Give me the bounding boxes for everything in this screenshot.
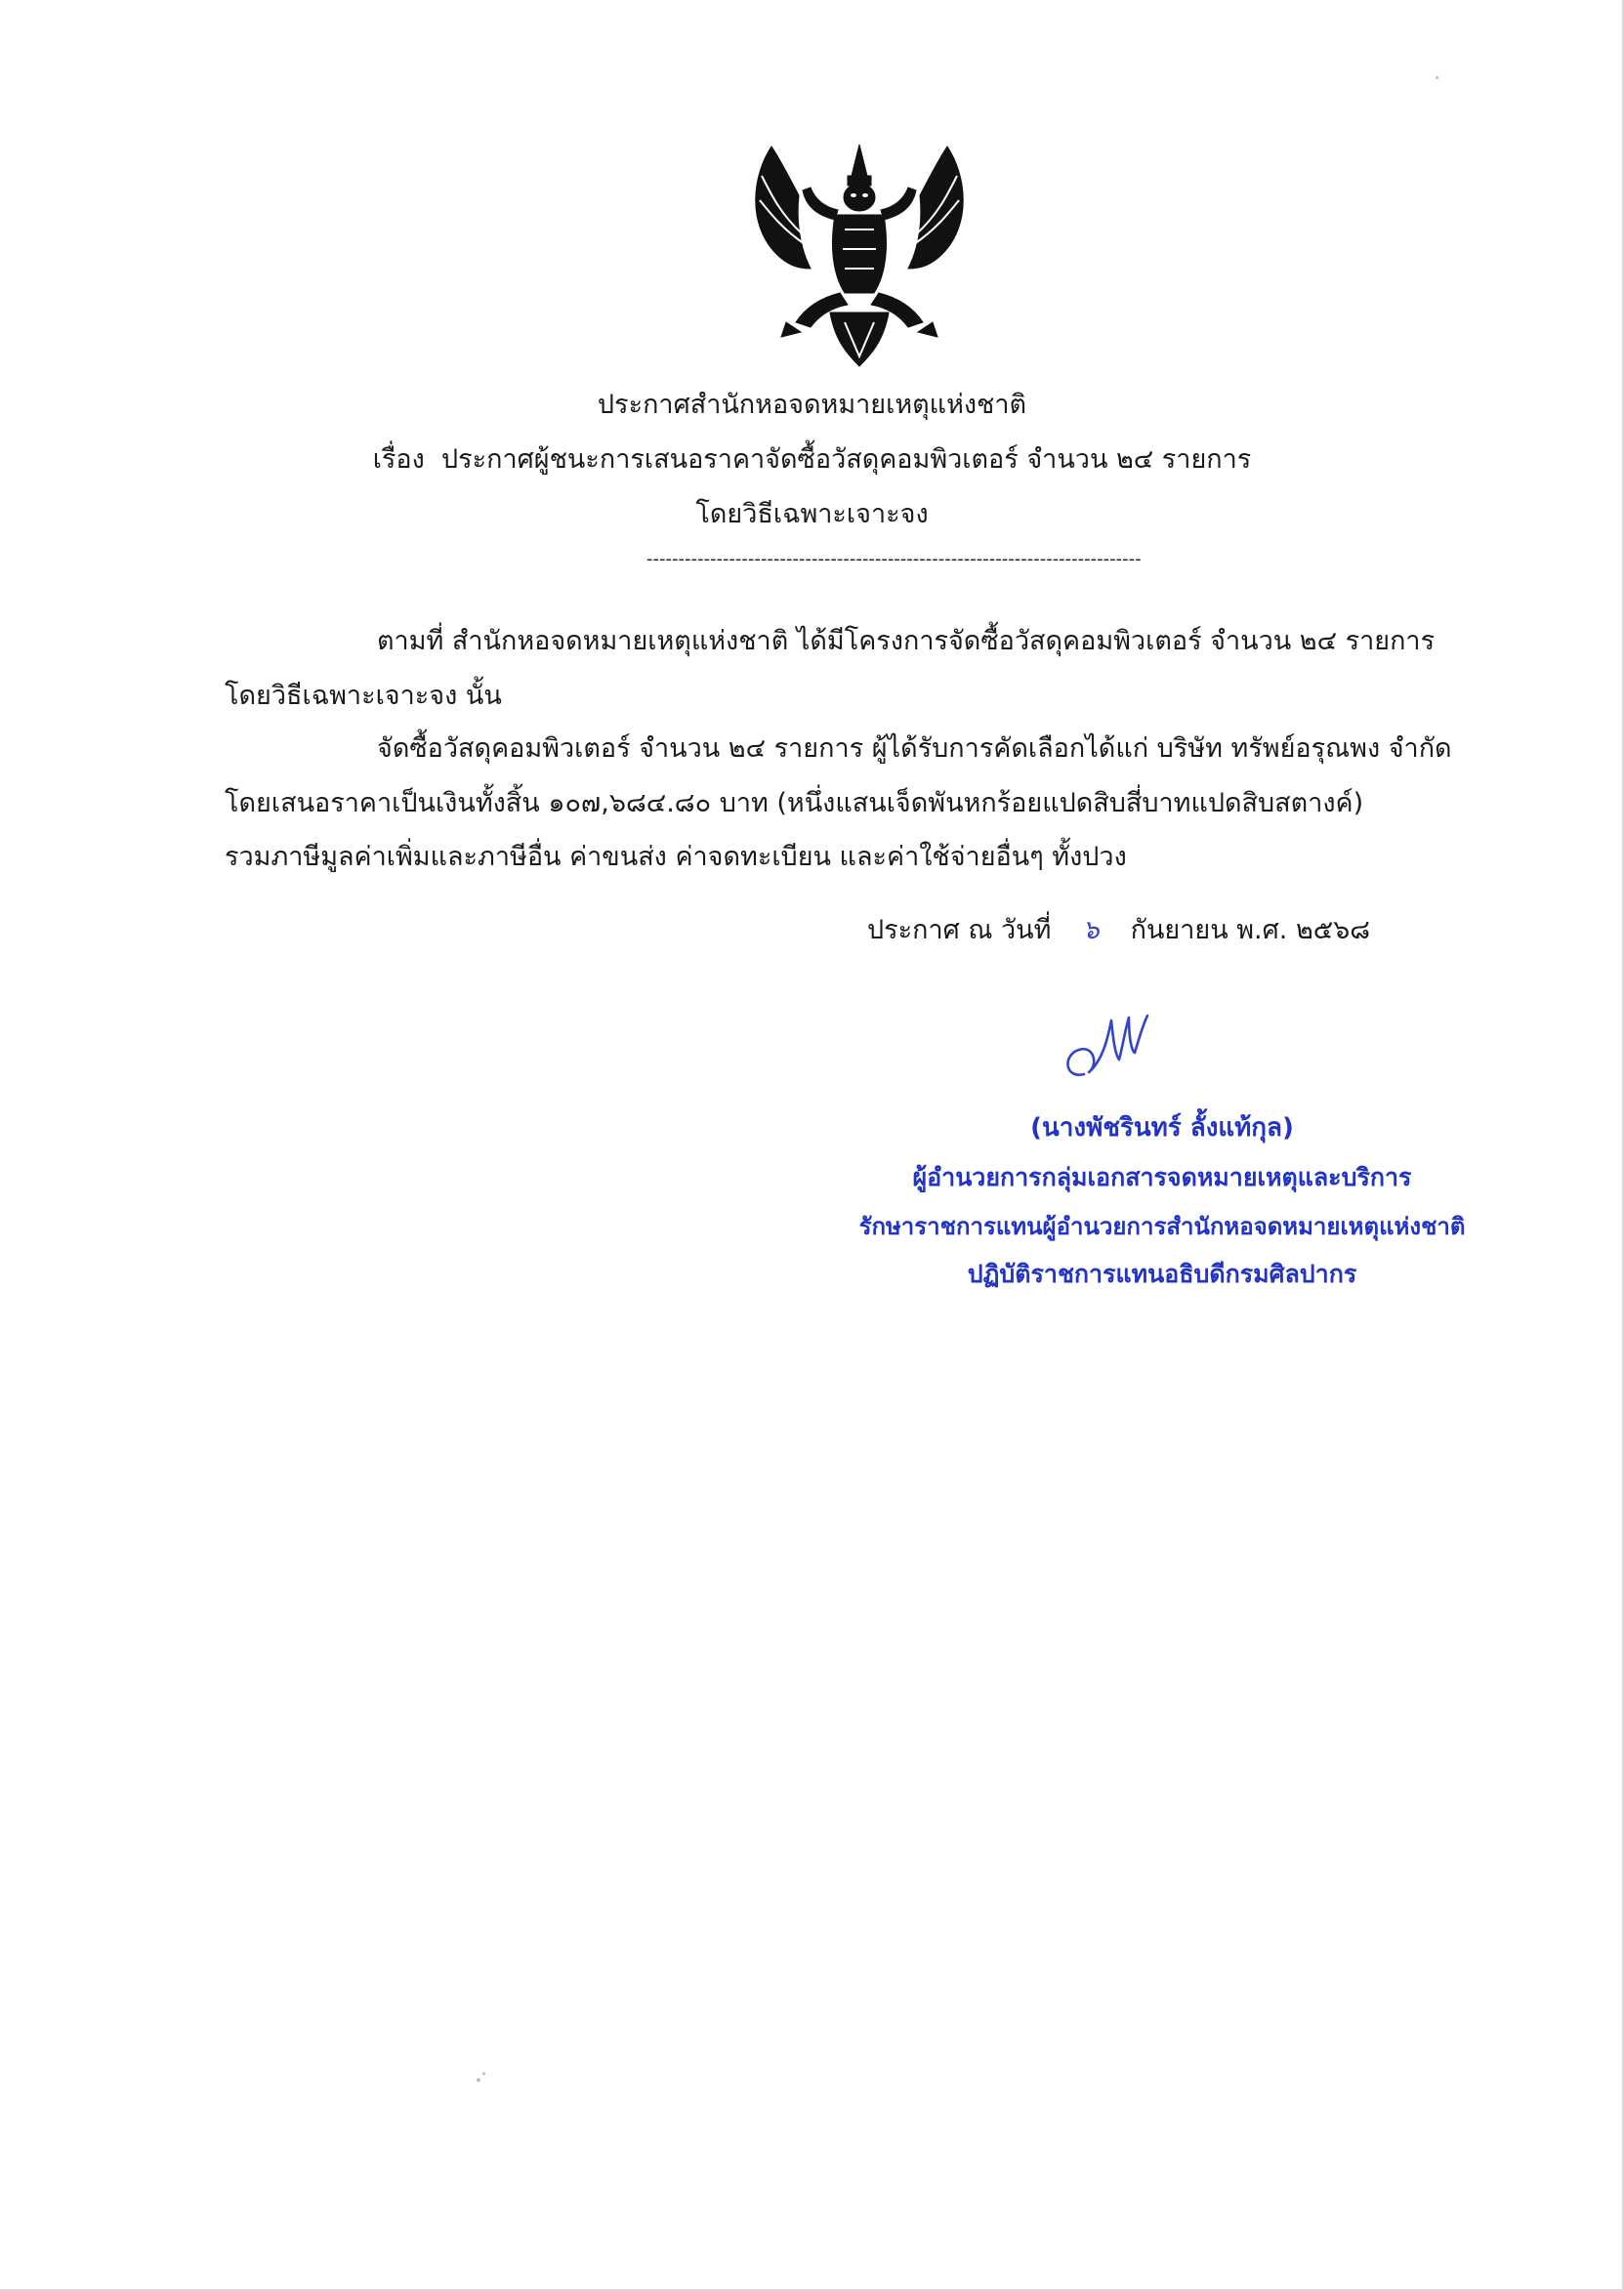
- para2-line2: โดยเสนอราคาเป็นเงินทั้งสิ้น ๑๐๗,๖๘๔.๘๐ บาท (หนึ่งแสนเจ็ดพันหกร้อยแปดสิบสี่บาทแปดสิบสตางค์): [225, 788, 1364, 818]
- signatory-name: (นางพัชรินทร์ ลั้งแท้กุล): [1030, 1113, 1294, 1143]
- document-method: โดยวิธีเฉพาะเจาะจง: [695, 499, 929, 529]
- date-month-year: กันยายน พ.ศ. ๒๕๖๘: [1130, 915, 1371, 945]
- document-title: ประกาศสำนักหอจดหมายเหตุแห่งชาติ: [597, 390, 1027, 420]
- garuda-emblem-icon: [742, 137, 977, 371]
- header-divider: ------------------------------------------------------------------------------: [646, 549, 1142, 569]
- para2-line1: จัดซื้อวัสดุคอมพิวเตอร์ จำนวน ๒๔ รายการ ผู้ได้รับการคัดเลือกได้แก่ บริษัท ทรัพย์อรุณพง จำกัด: [377, 733, 1452, 764]
- scan-speck: [477, 2078, 480, 2082]
- subject-text: ประกาศผู้ชนะการเสนอราคาจัดซื้อวัสดุคอมพิวเตอร์ จำนวน ๒๔ รายการ: [441, 444, 1252, 475]
- scan-speck: [482, 2072, 485, 2075]
- subject-prefix: เรื่อง: [372, 444, 425, 475]
- signatory-position-2: รักษาราชการแทนผู้อำนวยการสำนักหอจดหมายเหตุแห่งชาติ: [858, 1213, 1466, 1240]
- announcement-date: [867, 911, 1370, 950]
- para1-line2: โดยวิธีเฉพาะเจาะจง นั้น: [225, 681, 502, 711]
- scan-speck: [1436, 76, 1438, 79]
- date-prefix: ประกาศ ณ วันที่: [867, 915, 1052, 945]
- document-subject-line: [0, 440, 1624, 479]
- para2-line3: รวมภาษีมูลค่าเพิ่มและภาษีอื่น ค่าขนส่ง ค่าจดทะเบียน และค่าใช้จ่ายอื่นๆ ทั้งปวง: [225, 842, 1127, 872]
- signatory-position-1: ผู้อำนวยการกลุ่มเอกสารจดหมายเหตุและบริการ: [912, 1163, 1412, 1191]
- para1-line1: ตามที่ สำนักหอจดหมายเหตุแห่งชาติ ได้มีโครงการจัดซื้อวัสดุคอมพิวเตอร์ จำนวน ๒๔ รายการ: [377, 626, 1436, 656]
- signatory-position-3: ปฏิบัติราชการแทนอธิบดีกรมศิลปากร: [967, 1260, 1357, 1288]
- signature-mark-icon: [1055, 1006, 1152, 1094]
- date-day: ๖: [1082, 915, 1100, 945]
